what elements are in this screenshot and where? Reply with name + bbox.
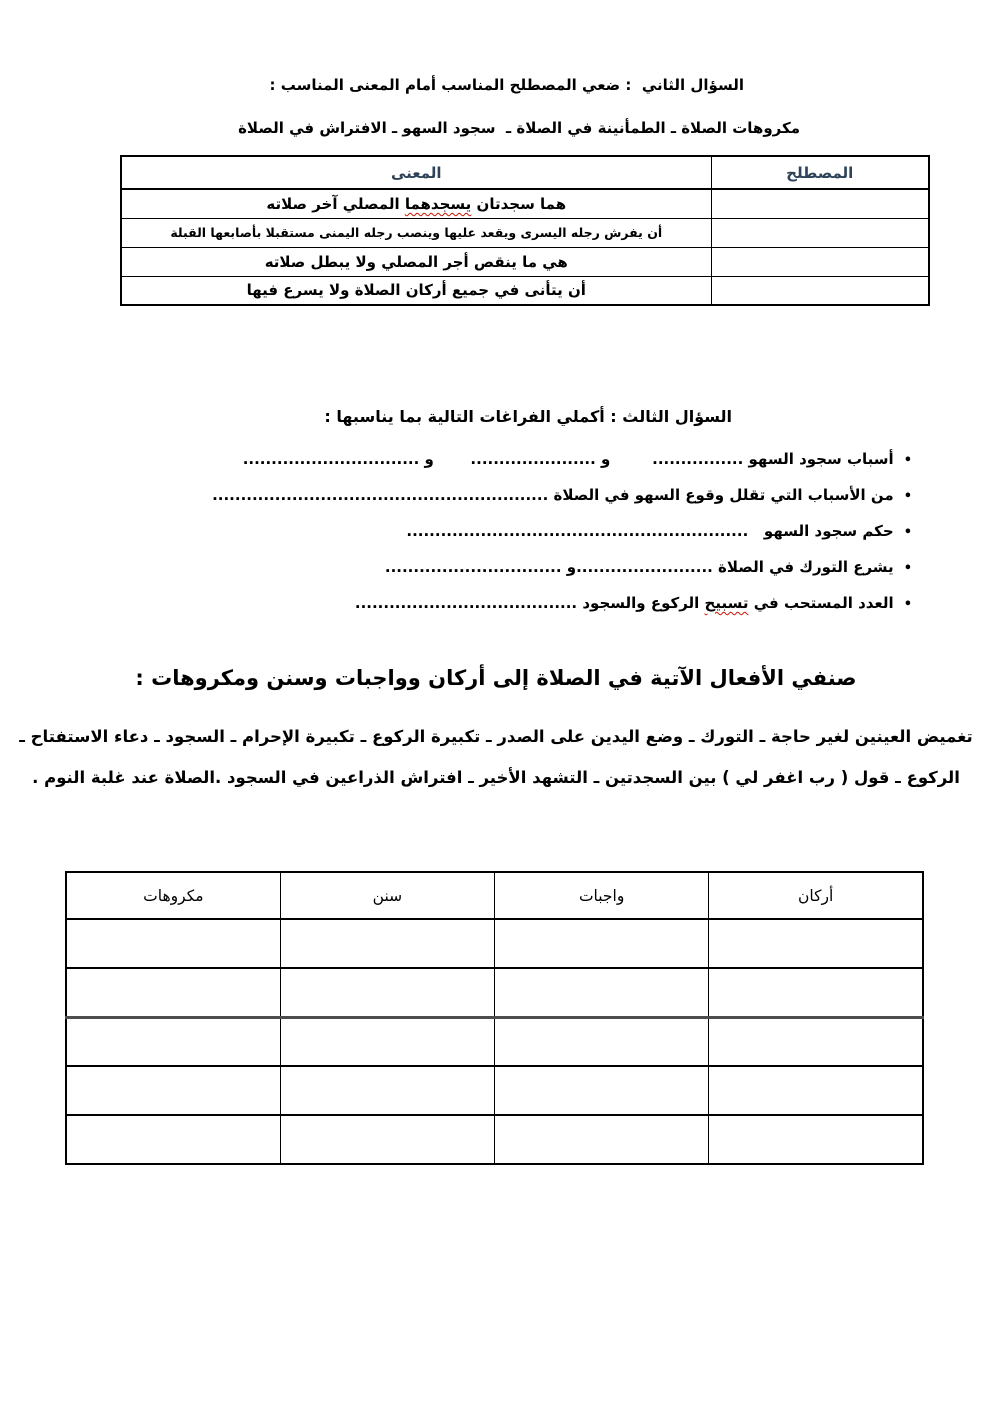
- matching-table: [120, 155, 930, 306]
- classification-answer-cell[interactable]: [66, 1066, 280, 1115]
- classification-answer-cell[interactable]: [495, 1017, 709, 1066]
- classification-answer-cell[interactable]: [709, 919, 923, 968]
- list-item: [212, 449, 912, 471]
- classification-answer-cell[interactable]: [495, 1066, 709, 1115]
- list-item: [212, 521, 912, 543]
- classification-answer-cell[interactable]: [66, 1017, 280, 1066]
- meaning-cell: أن يفرش رجله اليسرى ويقعد عليها وينصب رجله اليمنى مستقبلا بأصابعها القبلة: [121, 218, 711, 247]
- classification-answer-cell[interactable]: [495, 1115, 709, 1164]
- matching-table-header-row: [121, 156, 929, 189]
- list-item: [212, 557, 912, 579]
- question2-word-bank: مكروهات الصلاة ـ الطمأنينة في الصلاة ـ سجود السهو ـ الافتراش في الصلاة: [238, 119, 800, 137]
- classification-answer-cell[interactable]: [709, 1017, 923, 1066]
- classification-items-line2: الركوع ـ قول ( رب اغفر لي ) بين السجدتين ـ التشهد الأخير ـ افتراش الذراعين في السجود .الصلاة عند غلبة النوم .: [32, 768, 960, 787]
- blank-line-text: العدد المستحب في: [748, 594, 894, 612]
- meaning-text: المصلي آخر صلاته: [266, 194, 405, 213]
- blank-line-text: حكم سجود السهو ............................................................: [406, 522, 894, 540]
- blank-line-text: الركوع والسجود .......................................: [354, 594, 705, 612]
- bullet-icon: •: [903, 597, 912, 612]
- column-header-sunan: سنن: [280, 872, 494, 919]
- column-header-makruhat: مكروهات: [66, 872, 280, 919]
- table-row: [121, 247, 929, 276]
- blank-line-text: [355, 593, 894, 614]
- meaning-text: هما سجدتان: [471, 194, 567, 213]
- classification-answer-cell[interactable]: [280, 919, 494, 968]
- classification-answer-cell[interactable]: [66, 968, 280, 1017]
- bullet-icon: •: [903, 489, 912, 504]
- classification-table: [65, 871, 924, 1165]
- classification-answer-cell[interactable]: [280, 1115, 494, 1164]
- classification-items-line1: تغميض العينين لغير حاجة ـ التورك ـ وضع اليدين على الصدر ـ تكبيرة الركوع ـ تكبيرة الإحرام ـ السجود ـ دعاء الاستفتاح ـ: [19, 727, 973, 746]
- question3-title: السؤال الثالث : أكملي الفراغات التالية بما يناسبها :: [324, 407, 732, 426]
- classification-answer-cell[interactable]: [709, 1115, 923, 1164]
- table-row: [66, 919, 923, 968]
- classification-answer-cell[interactable]: [280, 968, 494, 1017]
- classification-answer-cell[interactable]: [66, 919, 280, 968]
- spellcheck-marked-word: يسجدهما: [404, 194, 472, 213]
- spellcheck-marked-word: تسبيح: [704, 594, 749, 612]
- table-row: [121, 189, 929, 218]
- table-row: [121, 218, 929, 247]
- question2-title: السؤال الثاني : ضعي المصطلح المناسب أمام المعنى المناسب :: [269, 76, 744, 94]
- classification-answer-cell[interactable]: [709, 1066, 923, 1115]
- blank-line-text: يشرع التورك في الصلاة ........................و ...............................: [384, 558, 894, 576]
- list-item: [212, 593, 912, 615]
- table-row: [121, 276, 929, 305]
- bullet-icon: •: [903, 561, 912, 576]
- term-column-header: المصطلح: [711, 156, 929, 189]
- classification-answer-cell[interactable]: [66, 1115, 280, 1164]
- classification-answer-cell[interactable]: [495, 968, 709, 1017]
- classification-answer-cell[interactable]: [495, 919, 709, 968]
- bullet-icon: •: [903, 525, 912, 540]
- table-row: [66, 968, 923, 1017]
- classification-answer-cell[interactable]: [709, 968, 923, 1017]
- table-row: [66, 1017, 923, 1066]
- term-answer-cell[interactable]: [711, 247, 929, 276]
- classification-heading: صنفي الأفعال الآتية في الصلاة إلى أركان وواجبات وسنن ومكروهات :: [135, 666, 857, 690]
- list-item: [212, 485, 912, 507]
- classification-answer-cell[interactable]: [280, 1066, 494, 1115]
- classification-header-row: [66, 872, 923, 919]
- meaning-cell: هي ما ينقص أجر المصلي ولا يبطل صلاته: [121, 247, 711, 276]
- meaning-cell: أن يتأنى في جميع أركان الصلاة ولا يسرع فيها: [121, 276, 711, 305]
- term-answer-cell[interactable]: [711, 276, 929, 305]
- blank-line-text: أسباب سجود السهو ................ و ...................... و ...............................: [242, 450, 894, 468]
- blank-line-text: من الأسباب التي تقلل وقوع السهو في الصلاة ...........................................................: [212, 486, 894, 504]
- meaning-column-header: المعنى: [121, 156, 711, 189]
- column-header-wajibat: واجبات: [495, 872, 709, 919]
- meaning-cell: [121, 189, 711, 218]
- term-answer-cell[interactable]: [711, 218, 929, 247]
- table-row: [66, 1115, 923, 1164]
- classification-answer-cell[interactable]: [280, 1017, 494, 1066]
- table-row: [66, 1066, 923, 1115]
- bullet-icon: •: [903, 453, 912, 468]
- term-answer-cell[interactable]: [711, 189, 929, 218]
- column-header-arkan: أركان: [709, 872, 923, 919]
- fill-in-blanks-list: [212, 449, 912, 629]
